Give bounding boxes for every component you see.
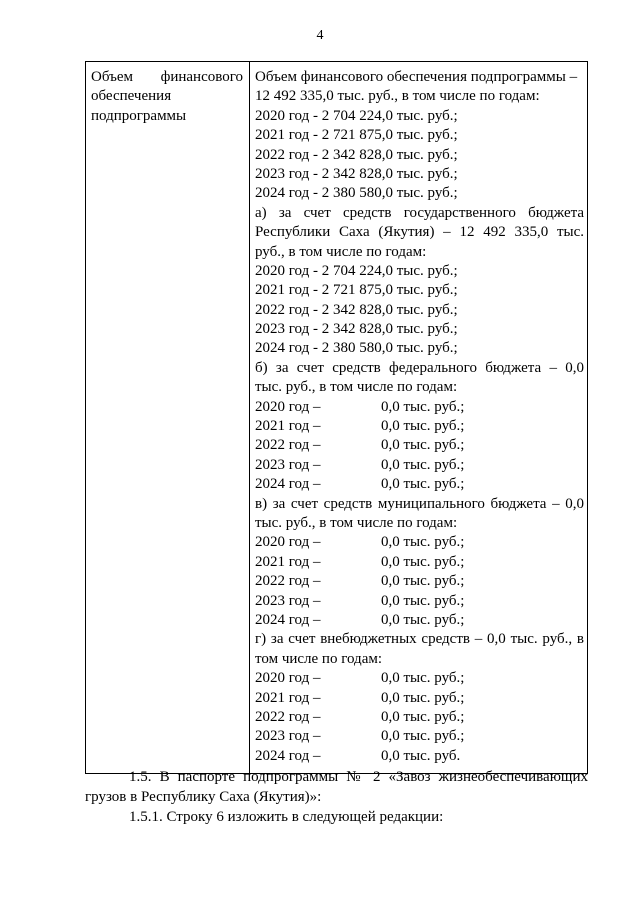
row-label-line-1 <box>91 68 243 87</box>
extrabudget-line-1: г) за счет внебюджетных средств – 0,0 тыс. руб., в <box>255 631 584 648</box>
total-years-list <box>255 107 584 204</box>
year-label: 2023 год – <box>255 456 321 473</box>
year-label: 2024 год – <box>255 747 321 764</box>
total-year-row: 2021 год - 2 721 875,0 тыс. руб.; <box>255 127 458 144</box>
extrabudget-year-row <box>255 727 584 746</box>
year-label: 2022 год – <box>255 573 321 590</box>
federal-year-row <box>255 436 584 455</box>
year-amount: 0,0 тыс. руб.; <box>381 573 465 590</box>
municipal-budget-line-1: в) за счет средств муниципального бюджета – 0,0 <box>255 495 584 512</box>
total-line-1: Объем финансового обеспечения подпрограммы – <box>255 69 578 85</box>
year-label: 2024 год – <box>255 611 321 628</box>
federal-budget-years-list <box>255 398 584 495</box>
municipal-year-row <box>255 592 584 611</box>
year-amount: 0,0 тыс. руб.; <box>381 456 465 473</box>
row-label-line-2: обеспечения <box>91 88 172 105</box>
federal-year-row <box>255 475 584 494</box>
federal-year-row <box>255 398 584 417</box>
state-year-row: 2020 год - 2 704 224,0 тыс. руб.; <box>255 262 458 279</box>
year-label: 2023 год – <box>255 592 321 609</box>
municipal-budget-line-2: тыс. руб., в том числе по годам: <box>255 514 458 531</box>
year-amount: 0,0 тыс. руб.; <box>381 592 465 609</box>
row-content-cell <box>255 68 584 766</box>
municipal-budget-years-list <box>255 533 584 630</box>
year-amount: 0,0 тыс. руб.; <box>381 611 465 628</box>
year-amount: 0,0 тыс. руб. <box>381 747 461 764</box>
year-amount: 0,0 тыс. руб.; <box>381 534 465 551</box>
extrabudget-year-row <box>255 747 584 766</box>
municipal-year-row <box>255 611 584 630</box>
row-label-word-1: Объем <box>91 69 133 85</box>
state-year-row: 2023 год - 2 342 828,0 тыс. руб.; <box>255 321 458 338</box>
total-year-row: 2023 год - 2 342 828,0 тыс. руб.; <box>255 165 458 182</box>
year-amount: 0,0 тыс. руб.; <box>381 708 465 725</box>
total-year-row: 2020 год - 2 704 224,0 тыс. руб.; <box>255 107 458 124</box>
year-label: 2020 год – <box>255 534 321 551</box>
column-divider <box>249 62 250 773</box>
financing-table <box>85 61 588 774</box>
year-label: 2021 год – <box>255 553 321 570</box>
row-label-line-3: подпрограммы <box>91 107 187 124</box>
federal-budget-line-1: б) за счет средств федерального бюджета – 0,0 <box>255 359 584 376</box>
municipal-year-row <box>255 533 584 552</box>
total-line-2: 12 492 335,0 тыс. руб., в том числе по годам: <box>255 88 540 105</box>
total-year-row: 2022 год - 2 342 828,0 тыс. руб.; <box>255 146 458 163</box>
state-budget-line-1: а) за счет средств государственного бюджета <box>255 204 584 221</box>
municipal-year-row <box>255 572 584 591</box>
extrabudget-year-row <box>255 689 584 708</box>
year-label: 2022 год – <box>255 437 321 454</box>
year-label: 2020 год – <box>255 670 321 687</box>
federal-budget-line-2: тыс. руб., в том числе по годам: <box>255 379 458 396</box>
year-amount: 0,0 тыс. руб.; <box>381 398 465 415</box>
extrabudget-year-row <box>255 708 584 727</box>
year-amount: 0,0 тыс. руб.; <box>381 476 465 493</box>
row-label-cell <box>91 68 243 126</box>
year-label: 2024 год – <box>255 476 321 493</box>
federal-year-row <box>255 456 584 475</box>
year-label: 2022 год – <box>255 708 321 725</box>
extrabudget-year-row <box>255 669 584 688</box>
state-budget-years-list <box>255 262 584 359</box>
extrabudget-years-list <box>255 669 584 766</box>
paragraph-1-5-1: 1.5.1. Строку 6 изложить в следующей редакции: <box>129 808 444 825</box>
year-label: 2020 год – <box>255 398 321 415</box>
municipal-year-row <box>255 553 584 572</box>
year-amount: 0,0 тыс. руб.; <box>381 437 465 454</box>
extrabudget-line-2: том числе по годам: <box>255 650 383 667</box>
body-text <box>85 768 588 827</box>
state-budget-line-3: руб., в том числе по годам: <box>255 243 427 260</box>
year-label: 2023 год – <box>255 728 321 745</box>
state-year-row: 2024 год - 2 380 580,0 тыс. руб.; <box>255 340 458 357</box>
state-year-row: 2022 год - 2 342 828,0 тыс. руб.; <box>255 301 458 318</box>
federal-year-row <box>255 417 584 436</box>
year-label: 2021 год – <box>255 418 321 435</box>
year-amount: 0,0 тыс. руб.; <box>381 553 465 570</box>
paragraph-1-5: 1.5. В паспорте подпрограммы № 2 «Завоз жизнеобеспечивающих грузов в Республику Саха (Якутия)»: <box>85 769 588 805</box>
year-amount: 0,0 тыс. руб.; <box>381 728 465 745</box>
total-year-row: 2024 год - 2 380 580,0 тыс. руб.; <box>255 185 458 202</box>
year-amount: 0,0 тыс. руб.; <box>381 689 465 706</box>
state-budget-line-2: Республики Саха (Якутия) – 12 492 335,0 тыс. <box>255 224 584 241</box>
page-number: 4 <box>316 28 324 43</box>
year-amount: 0,0 тыс. руб.; <box>381 670 465 687</box>
row-label-word-2: финансового <box>160 69 243 85</box>
year-label: 2021 год – <box>255 689 321 706</box>
state-year-row: 2021 год - 2 721 875,0 тыс. руб.; <box>255 282 458 299</box>
year-amount: 0,0 тыс. руб.; <box>381 418 465 435</box>
